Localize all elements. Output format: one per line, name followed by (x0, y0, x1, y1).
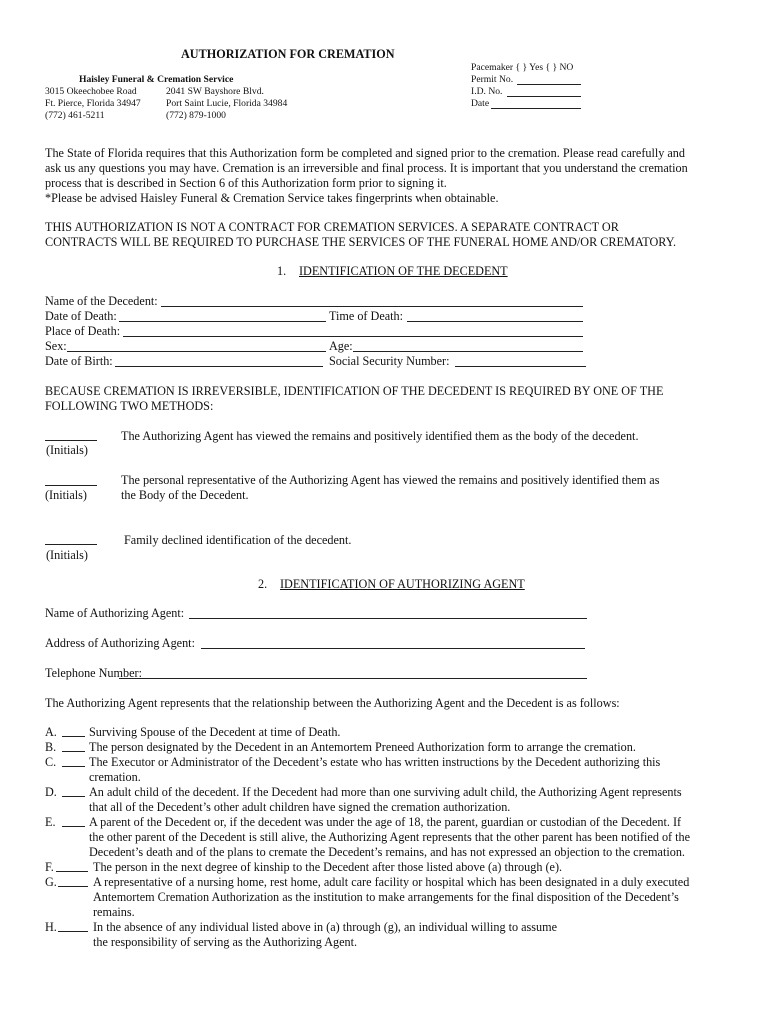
decedent-name-field[interactable] (161, 306, 583, 307)
section2-number: 2. (258, 577, 268, 591)
agent-address-field[interactable] (201, 648, 585, 649)
loc1-phone: (772) 461-5211 (45, 110, 105, 121)
id-option-2: The personal representative of the Authorizing Agent has viewed the remains and positively identified them as (121, 473, 660, 487)
date-label: Date (471, 98, 490, 109)
permit-label: Permit No. (471, 74, 514, 85)
agent-address-label: Address of Authorizing Agent: (45, 636, 195, 650)
item-text-b: The person designated by the Decedent in an Antemortem Preneed Authorization form to arrange the cremation. (89, 740, 636, 754)
item-text-h: In the absence of any individual listed above in (a) through (g), an individual willing to assume (93, 920, 558, 934)
item-blank-h[interactable] (58, 931, 88, 932)
item-blank-a[interactable] (62, 736, 85, 737)
initials-label: (Initials) (45, 488, 87, 502)
item-blank-g[interactable] (58, 886, 88, 887)
item-text-d: that all of the Decedent’s other adult children have signed the cremation authorization. (89, 800, 511, 814)
item-blank-b[interactable] (62, 751, 85, 752)
item-blank-c[interactable] (62, 766, 85, 767)
section1-number: 1. (277, 264, 287, 278)
item-blank-e[interactable] (62, 826, 85, 827)
date-line[interactable] (491, 108, 581, 109)
permit-field[interactable] (471, 74, 513, 86)
decedent-name-label: Name of the Decedent: (45, 294, 158, 308)
agent-phone-field[interactable] (119, 678, 587, 679)
time-of-death-field[interactable] (407, 321, 583, 322)
item-text-e: the other parent of the Decedent is still alive, the Authorizing Agent represents that the other parent has been notified of the (89, 830, 691, 844)
item-blank-f[interactable] (56, 871, 88, 872)
agent-name-field[interactable] (189, 618, 587, 619)
item-letter-a: A. (45, 725, 57, 739)
id-option-2-cont: the Body of the Decedent. (121, 488, 249, 502)
intro-line: ask us any questions you may have. Cremation is an irreversible and final process. It is important that you understand the cremation (45, 161, 688, 175)
loc1-street: 3015 Okeechobee Road (45, 86, 137, 97)
id-option-1: The Authorizing Agent has viewed the remains and positively identified them as the body of the decedent. (121, 429, 639, 443)
time-of-death-label: Time of Death: (329, 309, 404, 323)
sex-field[interactable] (67, 351, 326, 352)
sex-label: Sex: (45, 339, 67, 353)
place-of-death-label: Place of Death: (45, 324, 121, 338)
intro-line: process that is described in Section 6 of this Authorization form prior to signing it. (45, 176, 447, 190)
permit-line[interactable] (517, 84, 581, 85)
id-line[interactable] (507, 96, 581, 97)
ssn-label: Social Security Number: (329, 354, 450, 368)
dob-field[interactable] (115, 366, 323, 367)
loc2-phone: (772) 879-1000 (166, 110, 226, 121)
notice-line: THIS AUTHORIZATION IS NOT A CONTRACT FOR CREMATION SERVICES. A SEPARATE CONTRACT OR (45, 220, 619, 234)
ssn-field[interactable] (455, 366, 586, 367)
item-letter-f: F. (45, 860, 54, 874)
agent-phone-label: Telephone Number: (45, 666, 142, 680)
business-name: Haisley Funeral & Cremation Service (79, 74, 234, 85)
item-text-f: The person in the next degree of kinship to the Decedent after those listed above (a) through (e). (93, 860, 563, 874)
loc1-city: Ft. Pierce, Florida 34947 (45, 98, 141, 109)
item-letter-c: C. (45, 755, 57, 769)
initials-field-3[interactable] (45, 544, 97, 545)
initials-field-1[interactable] (45, 440, 97, 441)
item-text-e: Decedent’s death and of the plans to cremate the Decedent’s remains, and has not expressed an objection to the cremation. (89, 845, 685, 859)
item-letter-d: D. (45, 785, 57, 799)
item-text-g: A representative of a nursing home, rest home, adult care facility or hospital which has been designated in a duly executed (93, 875, 690, 889)
because-line: FOLLOWING TWO METHODS: (45, 399, 214, 413)
agent-name-label: Name of Authorizing Agent: (45, 606, 185, 620)
dob-label: Date of Birth: (45, 354, 113, 368)
item-text-d: An adult child of the decedent. If the Decedent had more than one surviving adult child, the Authorizing Agent represents (89, 785, 682, 799)
id-field[interactable] (471, 86, 502, 98)
age-label: Age: (329, 339, 353, 353)
id-option-3: Family declined identification of the decedent. (124, 533, 352, 547)
relationship-text: The Authorizing Agent represents that the relationship between the Authorizing Agent and the Decedent is as follows: (45, 696, 620, 710)
because-line: BECAUSE CREMATION IS IRREVERSIBLE, IDENTIFICATION OF THE DECEDENT IS REQUIRED BY ONE OF THE (45, 384, 664, 398)
intro-line: *Please be advised Haisley Funeral & Cremation Service takes fingerprints when obtainable. (45, 191, 499, 205)
pacemaker-field[interactable]: Pacemaker { } Yes { } NO (471, 62, 574, 73)
initials-label: (Initials) (46, 443, 88, 457)
item-text-c: The Executor or Administrator of the Decedent’s estate who has written instructions by the Decedent authorizing this (89, 755, 661, 769)
notice-line: CONTRACTS WILL BE REQUIRED TO PURCHASE THE SERVICES OF THE FUNERAL HOME AND/OR CREMATORY. (45, 235, 677, 249)
item-blank-d[interactable] (62, 796, 85, 797)
item-letter-g: G. (45, 875, 57, 889)
item-text-e: A parent of the Decedent or, if the decedent was under the age of 18, the parent, guardian or custodian of the Decedent. If (89, 815, 682, 829)
date-field[interactable] (471, 98, 489, 110)
loc2-city: Port Saint Lucie, Florida 34984 (166, 98, 288, 109)
intro-line: The State of Florida requires that this Authorization form be completed and signed prior to the cremation. Please read carefully and (45, 146, 685, 160)
date-of-death-field[interactable] (119, 321, 326, 322)
item-letter-e: E. (45, 815, 56, 829)
item-letter-h: H. (45, 920, 57, 934)
age-field[interactable] (353, 351, 583, 352)
item-text-g: Antemortem Cremation Authorization as the institution to make arrangements for the final disposition of the Decedent’s (93, 890, 679, 904)
item-text-c: cremation. (89, 770, 141, 784)
date-of-death-label: Date of Death: (45, 309, 117, 323)
section2-title: IDENTIFICATION OF AUTHORIZING AGENT (280, 577, 525, 591)
item-text-h: the responsibility of serving as the Authorizing Agent. (93, 935, 358, 949)
page-title: AUTHORIZATION FOR CREMATION (181, 47, 395, 61)
loc2-street: 2041 SW Bayshore Blvd. (166, 86, 264, 97)
initials-label: (Initials) (46, 548, 88, 562)
place-of-death-field[interactable] (123, 336, 583, 337)
initials-field-2[interactable] (45, 485, 97, 486)
section1-title: IDENTIFICATION OF THE DECEDENT (299, 264, 508, 278)
item-letter-b: B. (45, 740, 57, 754)
item-text-g: remains. (93, 905, 135, 919)
item-text-a: Surviving Spouse of the Decedent at time of Death. (89, 725, 341, 739)
id-label: I.D. No. (471, 86, 503, 97)
